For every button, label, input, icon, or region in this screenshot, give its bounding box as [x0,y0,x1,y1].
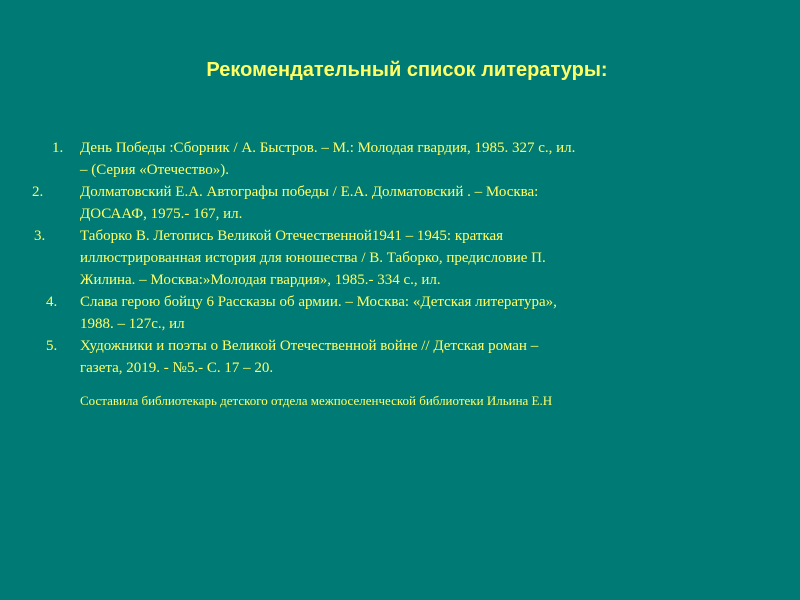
list-item-number: 5. [46,338,58,354]
list-item-line: Долматовский Е.А. Автографы победы / Е.А. Долматовский . – Москва: [80,184,539,200]
compiler-signature: Составила библиотекарь детского отдела межпоселенческой библиотеки Ильина Е.Н [80,393,553,408]
list-item [0,181,800,225]
list-item [0,225,800,291]
list-item-line: Слава герою бойцу 6 Рассказы об армии. – Москва: «Детская литература», [80,294,557,310]
list-item-line: 1988. – 127с., ил [80,316,185,332]
list-item-line: газета, 2019. - №5.- С. 17 – 20. [80,360,274,376]
list-item-line: ДОСААФ, 1975.- 167, ил. [80,206,243,222]
list-item-line: Таборко В. Летопись Великой Отечественной1941 – 1945: краткая [80,228,504,244]
list-item-line: Жилина. – Москва:»Молодая гвардия», 1985.- 334 с., ил. [80,272,441,288]
list-item-text [80,225,680,291]
literature-list [0,137,800,379]
list-item-line: – (Серия «Отечество»). [80,162,229,178]
list-item-line: Художники и поэты о Великой Отечественной войне // Детская роман – [80,338,539,354]
list-item-number: 1. [52,140,64,156]
slide-title: Рекомендательный список литературы: [206,59,608,81]
list-item-number: 4. [46,294,58,310]
list-item-number: 3. [34,228,46,244]
list-item [0,291,800,335]
list-item-text [80,291,680,335]
list-item-line: иллюстрированная история для юношества / В. Таборко, предисловие П. [80,250,546,266]
list-item [0,137,800,181]
list-item [0,335,800,379]
list-item-text [80,137,680,181]
list-item-line: День Победы :Сборник / А. Быстров. – М.: Молодая гвардия, 1985. 327 с., ил. [80,140,576,156]
list-item-text [80,181,680,225]
list-item-text [80,335,680,379]
list-item-number: 2. [32,184,44,200]
